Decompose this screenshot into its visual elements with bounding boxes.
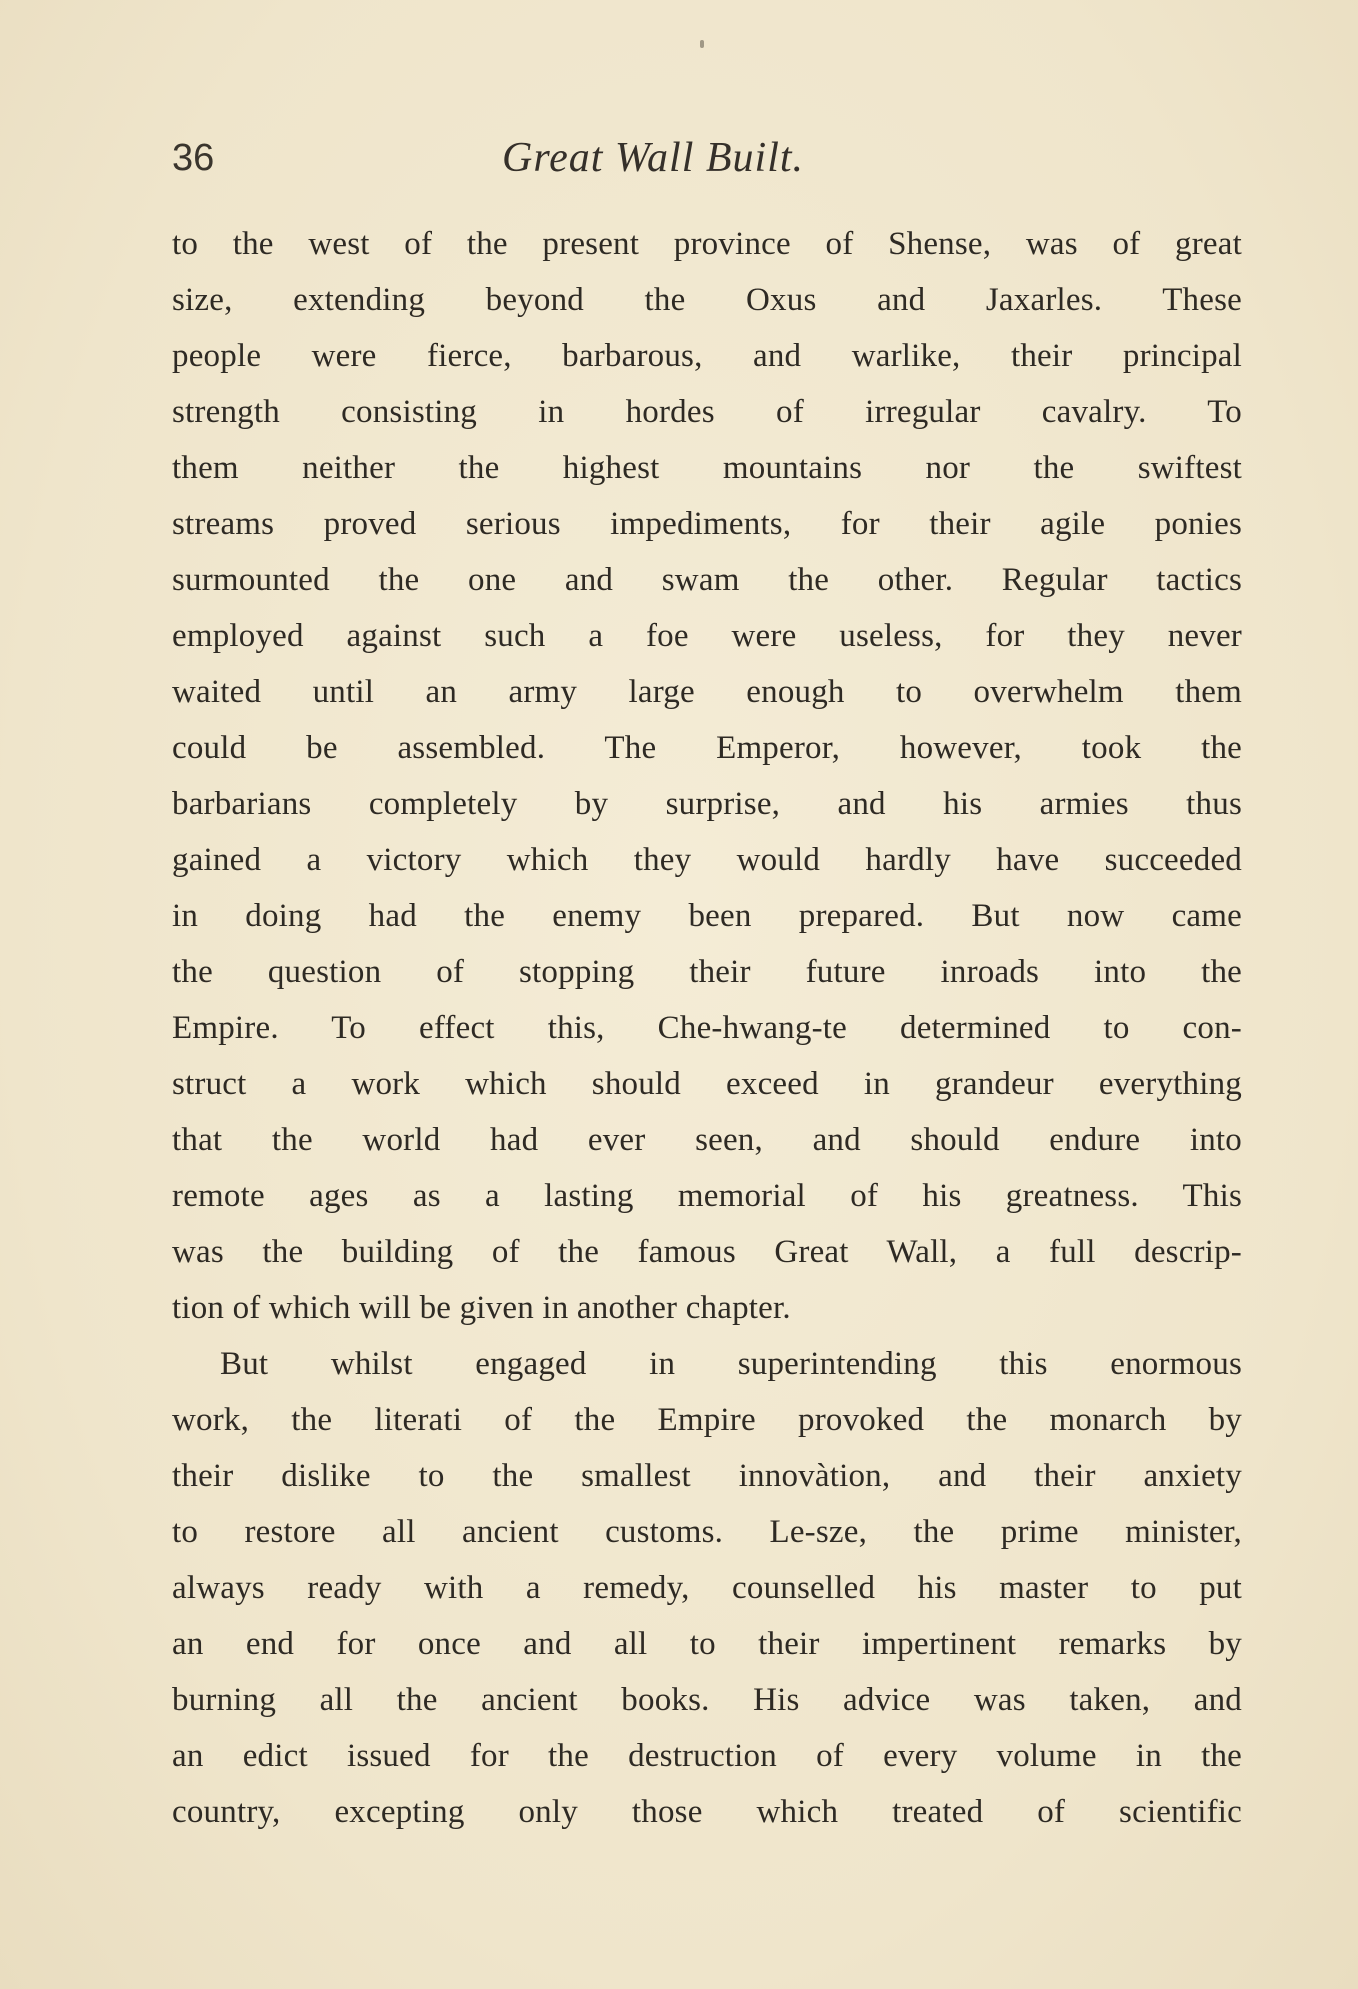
text-line: surmounted the one and swam the other. Regular tactics — [172, 562, 1242, 598]
text-line: work, the literati of the Empire provoked the monarch by — [172, 1402, 1242, 1438]
text-line: that the world had ever seen, and should endure into — [172, 1122, 1242, 1158]
text-line: streams proved serious impediments, for their agile ponies — [172, 506, 1242, 542]
text-line: an edict issued for the destruction of every volume in the — [172, 1738, 1242, 1774]
text-line: them neither the highest mountains nor the swiftest — [172, 450, 1242, 486]
text-line: always ready with a remedy, counselled his master to put — [172, 1570, 1242, 1606]
text-line: size, extending beyond the Oxus and Jaxarles. These — [172, 282, 1242, 318]
text-line: country, excepting only those which treated of scientific — [172, 1794, 1242, 1830]
ink-mark — [700, 40, 704, 48]
text-line: in doing had the enemy been prepared. But now came — [172, 898, 1242, 934]
page-header — [172, 128, 1242, 188]
text-line: to the west of the present province of Shense, was of great — [172, 226, 1242, 262]
text-line: employed against such a foe were useless, for they never — [172, 618, 1242, 654]
text-line: the question of stopping their future inroads into the — [172, 954, 1242, 990]
text-line: was the building of the famous Great Wall, a full descrip- — [172, 1234, 1242, 1270]
paragraph-start-line: But whilst engaged in superintending this enormous — [220, 1346, 1242, 1382]
text-line: strength consisting in hordes of irregular cavalry. To — [172, 394, 1242, 430]
text-line: burning all the ancient books. His advice was taken, and — [172, 1682, 1242, 1718]
paragraph-end-line: tion of which will be given in another chapter. — [172, 1290, 791, 1326]
page-number: 36 — [172, 137, 215, 179]
text-line: people were fierce, barbarous, and warlike, their principal — [172, 338, 1242, 374]
text-line: to restore all ancient customs. Le-sze, the prime minister, — [172, 1514, 1242, 1550]
text-line: struct a work which should exceed in grandeur everything — [172, 1066, 1242, 1102]
text-line: remote ages as a lasting memorial of his greatness. This — [172, 1178, 1242, 1214]
text-line: an end for once and all to their impertinent remarks by — [172, 1626, 1242, 1662]
text-line: gained a victory which they would hardly have succeeded — [172, 842, 1242, 878]
text-line: barbarians completely by surprise, and his armies thus — [172, 786, 1242, 822]
text-line: waited until an army large enough to overwhelm them — [172, 674, 1242, 710]
running-title: Great Wall Built. — [502, 135, 805, 181]
text-line: could be assembled. The Emperor, however, took the — [172, 730, 1242, 766]
text-line: Empire. To effect this, Che-hwang-te determined to con- — [172, 1010, 1242, 1046]
body-text — [172, 216, 1242, 1840]
text-line: their dislike to the smallest innovàtion, and their anxiety — [172, 1458, 1242, 1494]
